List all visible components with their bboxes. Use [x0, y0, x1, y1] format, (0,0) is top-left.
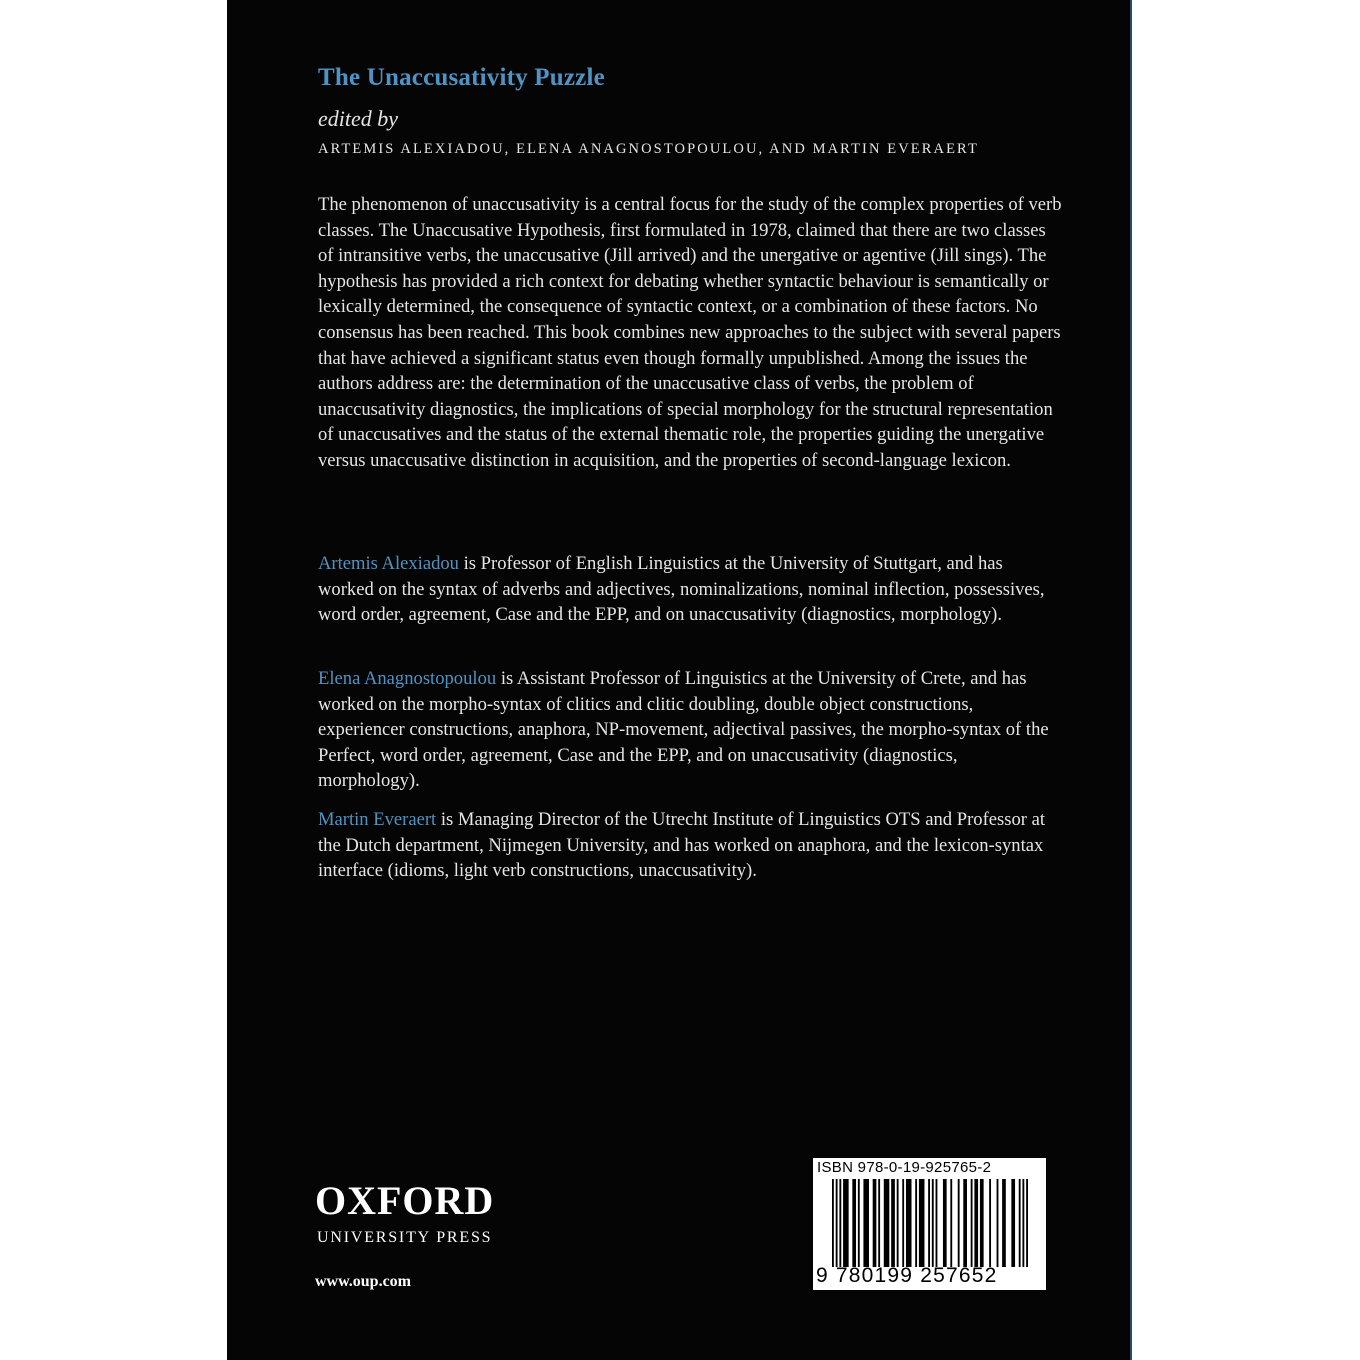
- barcode-bar: [1026, 1179, 1028, 1267]
- barcode-bar: [958, 1179, 960, 1267]
- publisher-website: www.oup.com: [315, 1273, 412, 1290]
- barcode-bar: [919, 1179, 925, 1267]
- bio-text: is Managing Director of the Utrecht Institute of Linguistics OTS and Professor at the Dutch department, Nijmegen University, and has worked on anaphora, and the lexicon-syntax interface (idioms, light verb constructions, unaccusativity).: [318, 809, 1046, 882]
- barcode-bar: [863, 1179, 869, 1267]
- barcode-bar: [852, 1179, 856, 1267]
- editors-line: ARTEMIS ALEXIADOU, ELENA ANAGNOSTOPOULOU, AND MARTIN EVERAERT: [318, 141, 979, 157]
- bio-artemis-alexiadou: [318, 551, 1063, 628]
- barcode-bar: [1011, 1179, 1015, 1267]
- bio-text: is Professor of English Linguistics at the University of Stuttgart, and has worked on the syntax of adverbs and adjectives, nominalizations, nominal inflection, possessives, word order, agreement, Case and the EPP, and on unaccusativity (diagnostics, morphology).: [318, 553, 1045, 626]
- barcode-bar: [989, 1179, 991, 1267]
- barcode-bar: [943, 1179, 947, 1267]
- bio-name: Martin Everaert: [318, 809, 437, 830]
- barcode-bar: [873, 1179, 877, 1267]
- barcode-bar: [1019, 1179, 1021, 1267]
- barcode-bar: [974, 1179, 978, 1267]
- barcode-bar: [891, 1179, 895, 1267]
- barcode-bar: [839, 1179, 841, 1267]
- barcode-bar: [878, 1179, 880, 1267]
- barcode-bar: [897, 1179, 899, 1267]
- isbn-label: ISBN 978-0-19-925765-2: [817, 1159, 992, 1176]
- barcode-bar: [843, 1179, 849, 1267]
- barcode-bar: [832, 1179, 834, 1267]
- barcode-bar: [1002, 1179, 1006, 1267]
- barcode-bar: [971, 1179, 973, 1267]
- barcode-bar: [950, 1179, 952, 1267]
- barcode-bar: [928, 1179, 930, 1267]
- barcode-bar: [836, 1179, 838, 1267]
- bio-name: Artemis Alexiadou: [318, 553, 459, 574]
- barcode-bar: [932, 1179, 934, 1267]
- barcode-panel: [813, 1158, 1046, 1290]
- bio-elena-anagnostopoulou: [318, 666, 1063, 794]
- barcode-bar: [915, 1179, 917, 1267]
- barcode-bar: [997, 1179, 999, 1267]
- barcode-bar: [902, 1179, 904, 1267]
- bio-text: is Assistant Professor of Linguistics at the University of Crete, and has worked on the morpho-syntax of clitics and clitic doubling, double object constructions, experiencer constructions, anaphora, NP-movement, adjectival passives, the morpho-syntax of the Perfect, word order, agreement, Case and the EPP, and on unaccusativity (diagnostics, morphology).: [318, 668, 1049, 792]
- barcode-bar: [980, 1179, 984, 1267]
- barcode-bar: [963, 1179, 967, 1267]
- publisher-logo: OXFORD: [315, 1178, 495, 1223]
- barcode-bar: [884, 1179, 890, 1267]
- barcode-bar: [906, 1179, 912, 1267]
- barcode-bar: [1022, 1179, 1024, 1267]
- barcode-digits: 9 780199 257652: [816, 1264, 998, 1287]
- barcode-bar: [936, 1179, 938, 1267]
- book-description: The phenomenon of unaccusativity is a central focus for the study of the complex properties of verb classes. The Unaccusative Hypothesis, first formulated in 1978, claimed that there are two classes of intransitive verbs, the unaccusative (Jill arrived) and the unergative or agentive (Jill sings). The hypothesis has provided a rich context for debating whether syntactic behaviour is semantically or lexically determined, the consequence of syntactic context, or a combination of these factors. No consensus has been reached. This book combines new approaches to the subject with several papers that have achieved a significant status even though formally unpublished. Among the issues the authors address are: the determination of the unaccusative class of verbs, the problem of unaccusativity diagnostics, the implications of special morphology for the structural representation of unaccusatives and the status of the external thematic role, the properties guiding the unergative versus unaccusative distinction in acquisition, and the properties of second-language lexicon.: [318, 194, 1062, 471]
- bio-name: Elena Anagnostopoulou: [318, 668, 497, 689]
- publisher-subname: UNIVERSITY PRESS: [317, 1229, 493, 1246]
- book-back-cover: [227, 0, 1132, 1360]
- bio-martin-everaert: [318, 807, 1063, 884]
- barcode-bar: [858, 1179, 860, 1267]
- book-title: The Unaccusativity Puzzle: [318, 64, 605, 91]
- edited-by-label: edited by: [318, 106, 399, 131]
- barcode-bars: [832, 1179, 1028, 1267]
